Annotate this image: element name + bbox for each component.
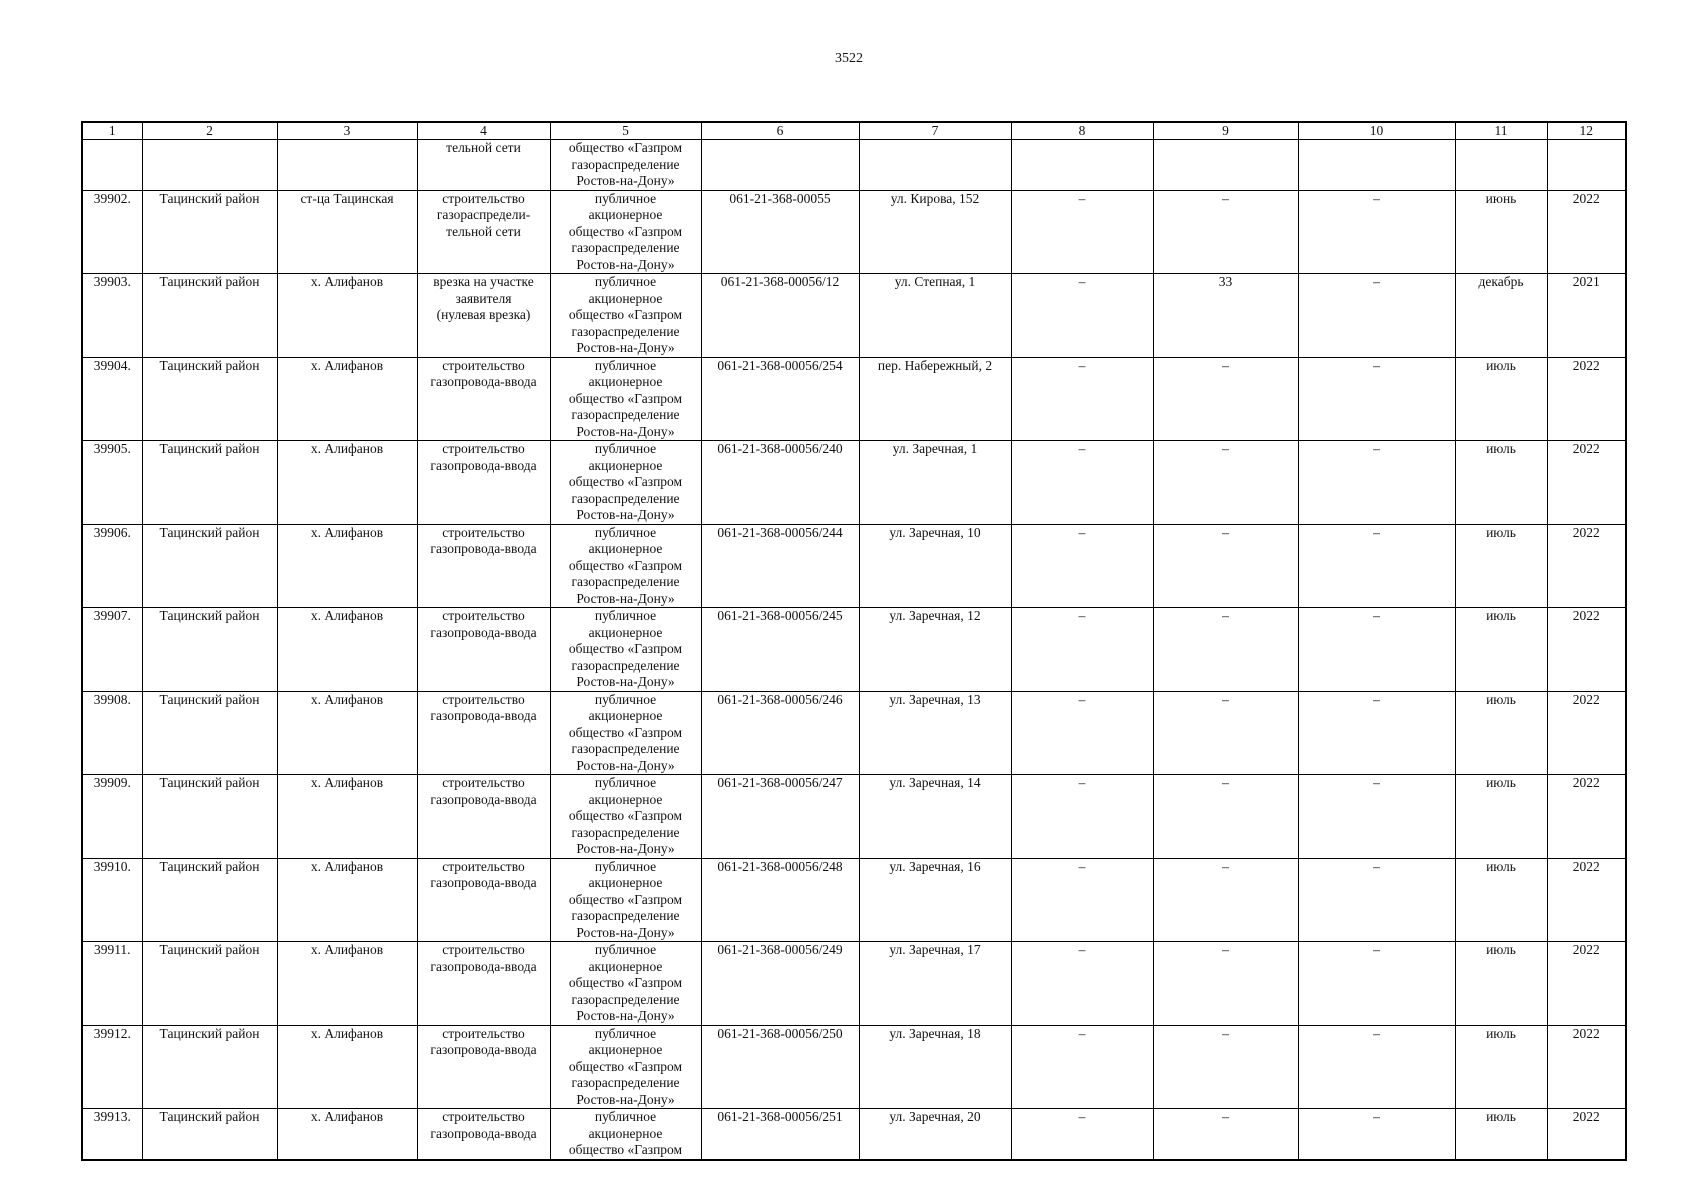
table-row (82, 1109, 1626, 1160)
cell-col9: – (1153, 1025, 1298, 1109)
cell-number: 39908. (82, 691, 142, 775)
cell-district: Тацинский район (142, 357, 277, 441)
cell-month: июнь (1455, 190, 1547, 274)
cell-year: 2022 (1547, 1025, 1626, 1109)
cell-address: ул. Степная, 1 (859, 274, 1011, 358)
cell-locality: х. Алифанов (277, 274, 417, 358)
cell-work-type: строительство газопровода-ввода (417, 441, 550, 525)
cell-month: июль (1455, 1109, 1547, 1160)
cell-year: 2022 (1547, 691, 1626, 775)
cell-col8 (1011, 140, 1153, 191)
cell-organization: публичное акционерное общество «Газпром (550, 1109, 701, 1160)
column-header: 1 (82, 122, 142, 140)
cell-locality: х. Алифанов (277, 942, 417, 1026)
cell-col10: – (1298, 274, 1455, 358)
cell-col9: – (1153, 775, 1298, 859)
cell-number: 39902. (82, 190, 142, 274)
cell-address: ул. Заречная, 17 (859, 942, 1011, 1026)
cell-organization: публичное акционерное общество «Газпром газораспределение Ростов-на-Дону» (550, 1025, 701, 1109)
table-row (82, 858, 1626, 942)
cell-number: 39906. (82, 524, 142, 608)
column-header: 10 (1298, 122, 1455, 140)
cell-organization: публичное акционерное общество «Газпром газораспределение Ростов-на-Дону» (550, 775, 701, 859)
table-row (82, 775, 1626, 859)
continuation-row (82, 140, 1626, 191)
cell-address: ул. Заречная, 14 (859, 775, 1011, 859)
registry-table (81, 121, 1627, 1161)
cell-organization: публичное акционерное общество «Газпром газораспределение Ростов-на-Дону» (550, 608, 701, 692)
cell-address: пер. Набережный, 2 (859, 357, 1011, 441)
cell-organization: публичное акционерное общество «Газпром газораспределение Ростов-на-Дону» (550, 524, 701, 608)
cell-month (1455, 140, 1547, 191)
cell-address: ул. Заречная, 12 (859, 608, 1011, 692)
cell-code: 061-21-368-00056/249 (701, 942, 859, 1026)
cell-work-type: строительство газопровода-ввода (417, 357, 550, 441)
cell-code: 061-21-368-00056/250 (701, 1025, 859, 1109)
cell-district: Тацинский район (142, 1025, 277, 1109)
cell-col8: – (1011, 190, 1153, 274)
cell-year: 2021 (1547, 274, 1626, 358)
cell-col8: – (1011, 357, 1153, 441)
cell-month: июль (1455, 524, 1547, 608)
cell-col8: – (1011, 274, 1153, 358)
cell-district: Тацинский район (142, 274, 277, 358)
cell-code: 061-21-368-00056/244 (701, 524, 859, 608)
cell-month: июль (1455, 942, 1547, 1026)
cell-code: 061-21-368-00056/248 (701, 858, 859, 942)
column-header: 5 (550, 122, 701, 140)
cell-col8: – (1011, 775, 1153, 859)
cell-code: 061-21-368-00056/254 (701, 357, 859, 441)
cell-col10: – (1298, 441, 1455, 525)
cell-locality: х. Алифанов (277, 608, 417, 692)
table-row (82, 274, 1626, 358)
cell-col10: – (1298, 524, 1455, 608)
cell-col9: – (1153, 524, 1298, 608)
cell-locality: х. Алифанов (277, 357, 417, 441)
cell-organization: публичное акционерное общество «Газпром газораспределение Ростов-на-Дону» (550, 274, 701, 358)
cell-address: ул. Заречная, 10 (859, 524, 1011, 608)
cell-address: ул. Заречная, 16 (859, 858, 1011, 942)
cell-code: 061-21-368-00056/12 (701, 274, 859, 358)
cell-month: июль (1455, 691, 1547, 775)
cell-col9: – (1153, 357, 1298, 441)
table-row (82, 190, 1626, 274)
cell-work-type: строительство газопровода-ввода (417, 775, 550, 859)
cell-code: 061-21-368-00056/247 (701, 775, 859, 859)
table-row (82, 608, 1626, 692)
cell-col9: 33 (1153, 274, 1298, 358)
cell-year: 2022 (1547, 190, 1626, 274)
cell-district: Тацинский район (142, 1109, 277, 1160)
cell-work-type: строительство газопровода-ввода (417, 858, 550, 942)
cell-col9: – (1153, 190, 1298, 274)
cell-col10: – (1298, 775, 1455, 859)
cell-col10: – (1298, 608, 1455, 692)
cell-number: 39913. (82, 1109, 142, 1160)
cell-locality: х. Алифанов (277, 858, 417, 942)
cell-address: ул. Кирова, 152 (859, 190, 1011, 274)
cell-organization: публичное акционерное общество «Газпром газораспределение Ростов-на-Дону» (550, 357, 701, 441)
cell-district: Тацинский район (142, 942, 277, 1026)
column-header: 12 (1547, 122, 1626, 140)
column-header: 8 (1011, 122, 1153, 140)
cell-number: 39905. (82, 441, 142, 525)
column-header: 9 (1153, 122, 1298, 140)
cell-month: июль (1455, 775, 1547, 859)
cell-col10: – (1298, 691, 1455, 775)
cell-organization: публичное акционерное общество «Газпром газораспределение Ростов-на-Дону» (550, 942, 701, 1026)
cell-organization: общество «Газпром газораспределение Ростов-на-Дону» (550, 140, 701, 191)
cell-col8: – (1011, 942, 1153, 1026)
cell-year: 2022 (1547, 524, 1626, 608)
cell-col10: – (1298, 1109, 1455, 1160)
cell-organization: публичное акционерное общество «Газпром газораспределение Ростов-на-Дону» (550, 691, 701, 775)
cell-col10: – (1298, 942, 1455, 1026)
column-header: 4 (417, 122, 550, 140)
cell-district: Тацинский район (142, 441, 277, 525)
page-number: 3522 (835, 51, 863, 66)
cell-col10: – (1298, 1025, 1455, 1109)
cell-organization: публичное акционерное общество «Газпром газораспределение Ростов-на-Дону» (550, 858, 701, 942)
cell-organization: публичное акционерное общество «Газпром газораспределение Ростов-на-Дону» (550, 441, 701, 525)
cell-col8: – (1011, 524, 1153, 608)
cell-district: Тацинский район (142, 858, 277, 942)
cell-work-type: строительство газопровода-ввода (417, 524, 550, 608)
cell-col8: – (1011, 1109, 1153, 1160)
cell-month: июль (1455, 858, 1547, 942)
cell-year: 2022 (1547, 608, 1626, 692)
cell-code: 061-21-368-00056/251 (701, 1109, 859, 1160)
cell-col10 (1298, 140, 1455, 191)
cell-address: ул. Заречная, 18 (859, 1025, 1011, 1109)
cell-col9: – (1153, 441, 1298, 525)
cell-work-type: строительство газопровода-ввода (417, 608, 550, 692)
cell-work-type: строительство газопровода-ввода (417, 1109, 550, 1160)
table-row (82, 691, 1626, 775)
column-header: 3 (277, 122, 417, 140)
cell-number (82, 140, 142, 191)
cell-code: 061-21-368-00055 (701, 190, 859, 274)
cell-year: 2022 (1547, 942, 1626, 1026)
cell-code: 061-21-368-00056/245 (701, 608, 859, 692)
cell-address (859, 140, 1011, 191)
cell-work-type: строительство газопровода-ввода (417, 691, 550, 775)
cell-year: 2022 (1547, 441, 1626, 525)
cell-locality: х. Алифанов (277, 1109, 417, 1160)
cell-year: 2022 (1547, 775, 1626, 859)
table-row (82, 1025, 1626, 1109)
cell-address: ул. Заречная, 20 (859, 1109, 1011, 1160)
cell-number: 39911. (82, 942, 142, 1026)
table-row (82, 357, 1626, 441)
cell-district: Тацинский район (142, 608, 277, 692)
cell-number: 39903. (82, 274, 142, 358)
cell-month: июль (1455, 608, 1547, 692)
cell-locality: х. Алифанов (277, 691, 417, 775)
cell-locality: х. Алифанов (277, 775, 417, 859)
table-row (82, 524, 1626, 608)
cell-district: Тацинский район (142, 190, 277, 274)
cell-month: июль (1455, 441, 1547, 525)
column-header: 2 (142, 122, 277, 140)
cell-work-type: тельной сети (417, 140, 550, 191)
table-row (82, 942, 1626, 1026)
cell-number: 39912. (82, 1025, 142, 1109)
cell-address: ул. Заречная, 13 (859, 691, 1011, 775)
cell-organization: публичное акционерное общество «Газпром газораспределение Ростов-на-Дону» (550, 190, 701, 274)
cell-col10: – (1298, 858, 1455, 942)
cell-work-type: строительство газопровода-ввода (417, 1025, 550, 1109)
cell-month: июль (1455, 357, 1547, 441)
cell-district: Тацинский район (142, 691, 277, 775)
cell-col8: – (1011, 691, 1153, 775)
cell-code: 061-21-368-00056/246 (701, 691, 859, 775)
cell-col9: – (1153, 691, 1298, 775)
cell-locality (277, 140, 417, 191)
column-header: 11 (1455, 122, 1547, 140)
cell-year (1547, 140, 1626, 191)
cell-year: 2022 (1547, 357, 1626, 441)
table-row (82, 441, 1626, 525)
column-header: 6 (701, 122, 859, 140)
cell-col9 (1153, 140, 1298, 191)
cell-month: июль (1455, 1025, 1547, 1109)
cell-col10: – (1298, 357, 1455, 441)
cell-col8: – (1011, 1025, 1153, 1109)
cell-col8: – (1011, 441, 1153, 525)
cell-district: Тацинский район (142, 775, 277, 859)
cell-month: декабрь (1455, 274, 1547, 358)
cell-number: 39909. (82, 775, 142, 859)
cell-locality: х. Алифанов (277, 1025, 417, 1109)
cell-work-type: строительство газораспредели- тельной сети (417, 190, 550, 274)
cell-district (142, 140, 277, 191)
cell-col9: – (1153, 1109, 1298, 1160)
cell-work-type: строительство газопровода-ввода (417, 942, 550, 1026)
cell-col8: – (1011, 858, 1153, 942)
cell-col9: – (1153, 942, 1298, 1026)
cell-locality: х. Алифанов (277, 524, 417, 608)
cell-locality: ст-ца Тацинская (277, 190, 417, 274)
cell-code: 061-21-368-00056/240 (701, 441, 859, 525)
column-number-row (82, 122, 1626, 140)
cell-district: Тацинский район (142, 524, 277, 608)
column-header: 7 (859, 122, 1011, 140)
cell-col10: – (1298, 190, 1455, 274)
cell-number: 39910. (82, 858, 142, 942)
cell-col9: – (1153, 608, 1298, 692)
cell-work-type: врезка на участке заявителя (нулевая врезка) (417, 274, 550, 358)
cell-year: 2022 (1547, 1109, 1626, 1160)
cell-year: 2022 (1547, 858, 1626, 942)
cell-number: 39904. (82, 357, 142, 441)
cell-address: ул. Заречная, 1 (859, 441, 1011, 525)
cell-number: 39907. (82, 608, 142, 692)
cell-col8: – (1011, 608, 1153, 692)
cell-col9: – (1153, 858, 1298, 942)
cell-code (701, 140, 859, 191)
cell-locality: х. Алифанов (277, 441, 417, 525)
